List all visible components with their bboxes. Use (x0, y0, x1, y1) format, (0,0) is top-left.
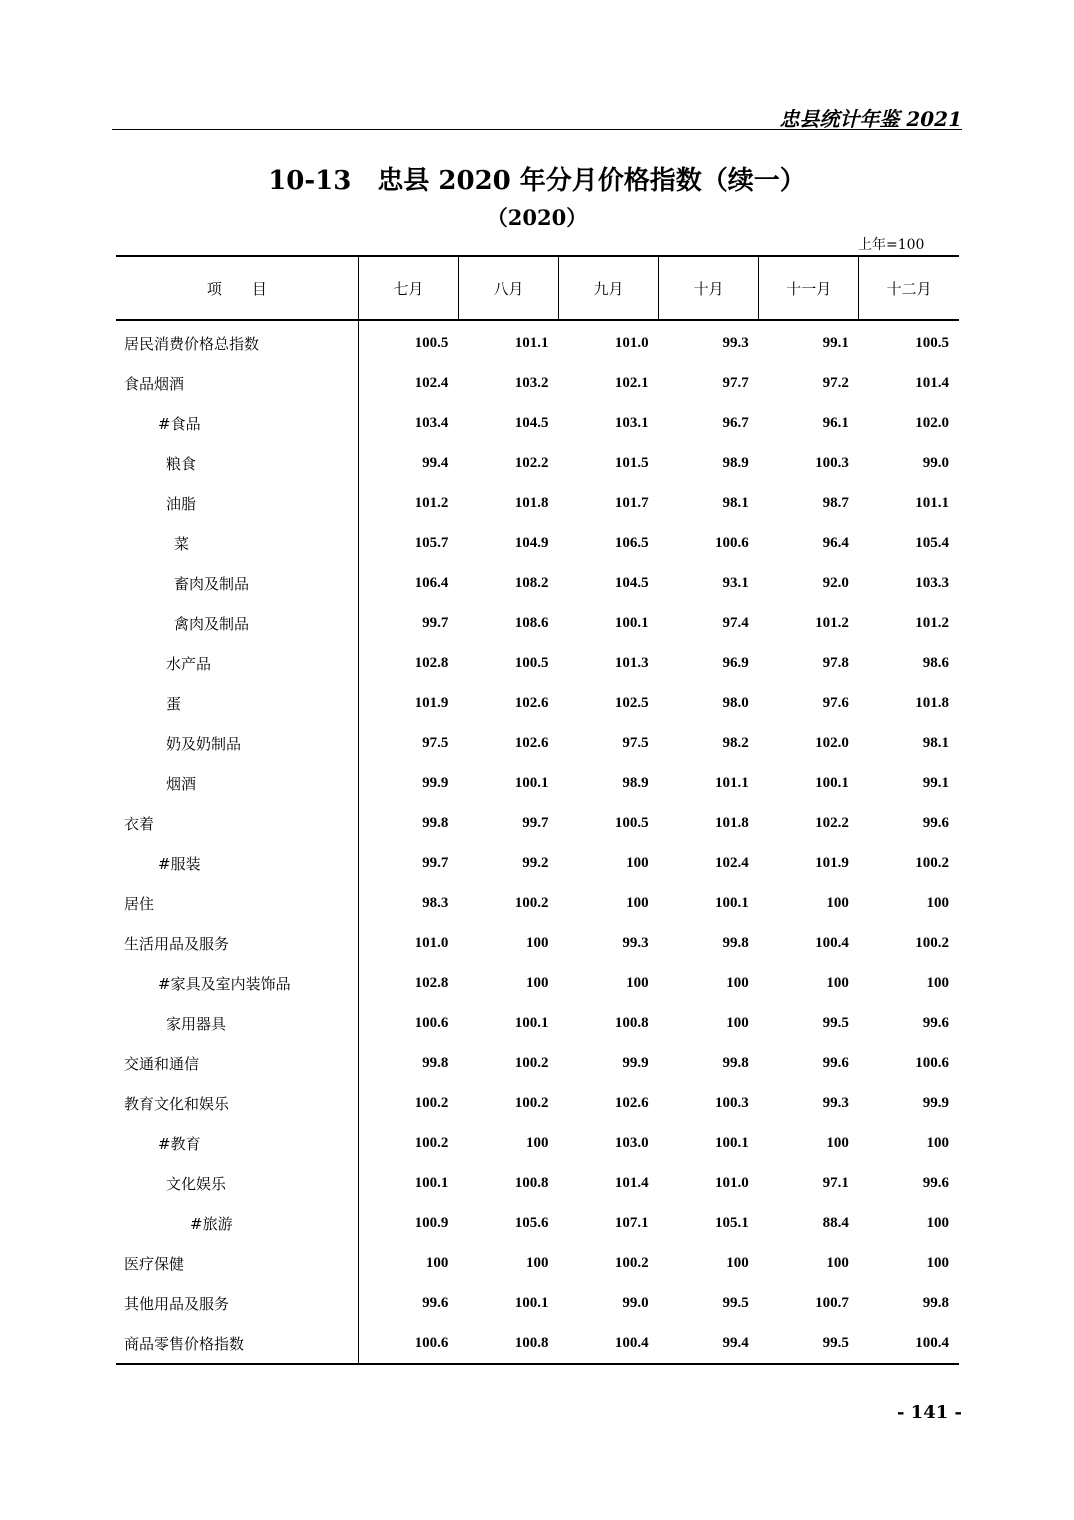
table-cell: 96.9 (722, 654, 749, 671)
table-cell: 96.7 (722, 414, 749, 431)
table-cell: 102.0 (815, 734, 849, 751)
table-cell: 101.4 (614, 1174, 649, 1191)
table-number: 10-13 (268, 166, 352, 196)
table-cell: 100.1 (614, 614, 649, 631)
table-cell: 102.1 (614, 374, 649, 391)
table-cell: 103.0 (614, 1134, 649, 1151)
table-cell: 101.2 (915, 614, 949, 631)
table-cell: 102.8 (414, 654, 449, 671)
table-row (116, 723, 959, 763)
row-label: 商品零售价格指数 (116, 1323, 358, 1364)
table-cell: 99.8 (722, 934, 749, 951)
table-cell: 99.5 (759, 1323, 859, 1364)
table-cell: 100 (526, 1134, 549, 1151)
table-cell: 100 (826, 894, 849, 911)
table-cell: 100.2 (514, 1094, 549, 1111)
table-cell: 107.1 (614, 1214, 649, 1231)
table-row (116, 320, 959, 363)
table-cell: 100.1 (514, 774, 549, 791)
table-cell: 100 (926, 1134, 949, 1151)
table-cell: 99.7 (522, 814, 549, 831)
table-cell: 99.3 (722, 334, 749, 351)
table-cell: 99.8 (722, 1054, 749, 1071)
table-cell: 100.1 (514, 1294, 549, 1311)
table-cell: 101.0 (414, 934, 449, 951)
table-cell: 99.4 (659, 1323, 759, 1364)
table-cell: 101.0 (614, 334, 649, 351)
table-cell: 101.2 (414, 494, 449, 511)
table-cell: 100.1 (514, 1014, 549, 1031)
table-cell: 100.6 (358, 1323, 458, 1364)
row-label: 水产品 (116, 643, 358, 683)
table-cell: 101.8 (714, 814, 749, 831)
table-row (116, 483, 959, 523)
table-cell: 98.3 (422, 894, 449, 911)
table-row (116, 883, 959, 923)
table-row (116, 763, 959, 803)
table-cell: 102.0 (915, 414, 949, 431)
table-row (116, 1323, 959, 1364)
table-cell: 99.1 (822, 334, 849, 351)
column-header-item: 项 目 (116, 256, 358, 320)
table-cell: 100 (926, 1254, 949, 1271)
table-cell: 99.8 (422, 1054, 449, 1071)
table-row (116, 363, 959, 403)
row-label: 医疗保健 (116, 1243, 358, 1283)
table-cell: 105.7 (414, 534, 449, 551)
unit-note: 上年=100 (858, 237, 925, 253)
table-row (116, 603, 959, 643)
table-cell: 100.4 (559, 1323, 659, 1364)
table-header-row (116, 256, 959, 320)
table-cell: 101.1 (514, 334, 549, 351)
table-cell: 99.6 (422, 1294, 449, 1311)
table-cell: 98.2 (722, 734, 749, 751)
row-label: #服装 (116, 843, 358, 883)
column-header-sep: 九月 (559, 256, 659, 320)
table-cell: 100.2 (614, 1254, 649, 1271)
column-header-nov: 十一月 (759, 256, 859, 320)
table-cell: 88.4 (822, 1214, 849, 1231)
table-cell: 98.1 (922, 734, 949, 751)
table-cell: 92.0 (822, 574, 849, 591)
table-cell: 101.9 (815, 854, 849, 871)
row-label: 烟酒 (116, 763, 358, 803)
table-cell: 99.5 (722, 1294, 749, 1311)
table-cell: 99.8 (922, 1294, 949, 1311)
row-label: #食品 (116, 403, 358, 443)
table-cell: 100.5 (514, 654, 549, 671)
table-cell: 100.2 (915, 854, 949, 871)
table-row (116, 1003, 959, 1043)
table-cell: 98.1 (722, 494, 749, 511)
table-cell: 97.8 (822, 654, 849, 671)
row-label: 其他用品及服务 (116, 1283, 358, 1323)
table-row (116, 1203, 959, 1243)
table-cell: 100.3 (714, 1094, 749, 1111)
table-cell: 99.7 (422, 614, 449, 631)
table-cell: 100 (626, 894, 649, 911)
table-row (116, 683, 959, 723)
table-cell: 99.0 (922, 454, 949, 471)
table-cell: 97.1 (822, 1174, 849, 1191)
table-cell: 100.5 (414, 334, 449, 351)
table-cell: 104.5 (614, 574, 649, 591)
table-cell: 98.6 (922, 654, 949, 671)
table-cell: 100 (726, 974, 749, 991)
page-number: - 141 - (896, 1402, 962, 1423)
table-row (116, 1243, 959, 1283)
table-cell: 103.1 (614, 414, 649, 431)
table-cell: 100.2 (915, 934, 949, 951)
table-cell: 106.4 (414, 574, 449, 591)
table-cell: 96.4 (822, 534, 849, 551)
table-cell: 102.6 (614, 1094, 649, 1111)
table-cell: 100 (926, 974, 949, 991)
table-cell: 101.5 (614, 454, 649, 471)
row-label: 禽肉及制品 (116, 603, 358, 643)
table-cell: 100.2 (514, 894, 549, 911)
table-cell: 99.4 (422, 454, 449, 471)
table-cell: 100.6 (714, 534, 749, 551)
row-label: 油脂 (116, 483, 358, 523)
table-cell: 93.1 (722, 574, 749, 591)
table-cell: 102.4 (414, 374, 449, 391)
row-label: 粮食 (116, 443, 358, 483)
table-row (116, 803, 959, 843)
table-subtitle: （2020） (486, 205, 588, 230)
table-cell: 100 (526, 974, 549, 991)
row-label: 畜肉及制品 (116, 563, 358, 603)
table-cell: 99.6 (922, 814, 949, 831)
table-cell: 101.2 (815, 614, 849, 631)
table-cell: 100 (626, 974, 649, 991)
table-cell: 100 (926, 894, 949, 911)
table-cell: 104.5 (514, 414, 549, 431)
table-cell: 101.8 (514, 494, 549, 511)
row-label: 教育文化和娱乐 (116, 1083, 358, 1123)
table-cell: 99.2 (522, 854, 549, 871)
row-label: #旅游 (116, 1203, 358, 1243)
table-title-text: 忠县 2020 年分月价格指数（续一） (377, 166, 806, 196)
table-cell: 100.2 (414, 1134, 449, 1151)
row-label: 衣着 (116, 803, 358, 843)
table-cell: 100.4 (859, 1323, 959, 1364)
table-cell: 102.5 (614, 694, 649, 711)
row-label: #家具及室内装饰品 (116, 963, 358, 1003)
table-cell: 106.5 (614, 534, 649, 551)
table-cell: 102.6 (514, 694, 549, 711)
column-header-oct: 十月 (659, 256, 759, 320)
table-cell: 100 (526, 934, 549, 951)
table-cell: 99.6 (922, 1174, 949, 1191)
table-cell: 99.3 (822, 1094, 849, 1111)
table-cell: 103.3 (915, 574, 949, 591)
table-cell: 100.3 (815, 454, 849, 471)
table-cell: 102.2 (815, 814, 849, 831)
row-label: 居住 (116, 883, 358, 923)
table-cell: 100 (526, 1254, 549, 1271)
table-cell: 102.2 (514, 454, 549, 471)
table-cell: 98.7 (822, 494, 849, 511)
table-row (116, 443, 959, 483)
table-cell: 99.9 (422, 774, 449, 791)
column-header-aug: 八月 (458, 256, 558, 320)
table-cell: 101.8 (915, 694, 949, 711)
table-cell: 100.2 (414, 1094, 449, 1111)
table-cell: 96.1 (822, 414, 849, 431)
table-cell: 101.7 (614, 494, 649, 511)
table-cell: 99.9 (922, 1094, 949, 1111)
table-body (116, 320, 959, 1364)
table-cell: 101.3 (614, 654, 649, 671)
table-row (116, 1083, 959, 1123)
table-cell: 100.9 (414, 1214, 449, 1231)
table-row (116, 1163, 959, 1203)
row-label: 居民消费价格总指数 (116, 320, 358, 363)
table-cell: 100.1 (815, 774, 849, 791)
table-cell: 97.7 (722, 374, 749, 391)
table-row (116, 1283, 959, 1323)
table-cell: 100 (425, 1254, 449, 1271)
table-cell: 103.2 (514, 374, 549, 391)
table-cell: 103.4 (414, 414, 449, 431)
table-row (116, 643, 959, 683)
row-label: #教育 (116, 1123, 358, 1163)
table-cell: 105.1 (714, 1214, 749, 1231)
table-cell: 100.1 (714, 894, 749, 911)
table-cell: 100 (626, 854, 649, 871)
table-cell: 99.8 (422, 814, 449, 831)
table-cell: 100.6 (915, 1054, 949, 1071)
table-cell: 100.8 (458, 1323, 558, 1364)
yearbook-title: 忠县统计年鉴 2021 (779, 107, 962, 131)
table-cell: 100 (826, 1134, 849, 1151)
table-cell: 105.4 (915, 534, 949, 551)
table-cell: 97.5 (422, 734, 449, 751)
table-cell: 99.9 (622, 1054, 649, 1071)
table-cell: 99.0 (622, 1294, 649, 1311)
table-cell: 104.9 (514, 534, 549, 551)
table-cell: 102.4 (714, 854, 749, 871)
table-cell: 102.8 (414, 974, 449, 991)
table-cell: 100.4 (815, 934, 849, 951)
table-cell: 99.3 (622, 934, 649, 951)
table-cell: 101.1 (915, 494, 949, 511)
table-cell: 108.6 (514, 614, 549, 631)
table-cell: 100 (726, 1014, 749, 1031)
table-cell: 100.8 (614, 1014, 649, 1031)
row-label: 交通和通信 (116, 1043, 358, 1083)
table-cell: 100.8 (514, 1174, 549, 1191)
table-row (116, 523, 959, 563)
table-cell: 99.1 (922, 774, 949, 791)
table-cell: 100 (726, 1254, 749, 1271)
table-cell: 101.1 (714, 774, 749, 791)
table-cell: 98.9 (622, 774, 649, 791)
column-header-jul: 七月 (358, 256, 458, 320)
table-cell: 98.9 (722, 454, 749, 471)
table-row (116, 403, 959, 443)
table-cell: 100 (926, 1214, 949, 1231)
table-cell: 100.1 (714, 1134, 749, 1151)
table-cell: 97.4 (722, 614, 749, 631)
table-cell: 97.5 (622, 734, 649, 751)
table-cell: 98.0 (722, 694, 749, 711)
column-header-dec: 十二月 (859, 256, 959, 320)
table-cell: 101.0 (714, 1174, 749, 1191)
table-cell: 97.2 (822, 374, 849, 391)
row-label: 蛋 (116, 683, 358, 723)
table-cell: 100 (826, 1254, 849, 1271)
table-row (116, 1043, 959, 1083)
table-row (116, 923, 959, 963)
table-row (116, 563, 959, 603)
header-rule (112, 129, 962, 130)
table-cell: 108.2 (514, 574, 549, 591)
table-cell: 100.2 (514, 1054, 549, 1071)
table-cell: 100 (826, 974, 849, 991)
table-cell: 100.5 (614, 814, 649, 831)
table-row (116, 1123, 959, 1163)
row-label: 生活用品及服务 (116, 923, 358, 963)
table-cell: 100.1 (414, 1174, 449, 1191)
row-label: 文化娱乐 (116, 1163, 358, 1203)
table-cell: 102.6 (514, 734, 549, 751)
table-cell: 97.6 (822, 694, 849, 711)
row-label: 奶及奶制品 (116, 723, 358, 763)
row-label: 食品烟酒 (116, 363, 358, 403)
table-cell: 99.6 (822, 1054, 849, 1071)
table-cell: 99.5 (822, 1014, 849, 1031)
table-cell: 99.6 (922, 1014, 949, 1031)
table-cell: 100.7 (815, 1294, 849, 1311)
table-cell: 101.4 (915, 374, 949, 391)
table-cell: 99.7 (422, 854, 449, 871)
table-row (116, 963, 959, 1003)
row-label: 菜 (116, 523, 358, 563)
table-cell: 100.6 (414, 1014, 449, 1031)
page-title (0, 160, 1074, 197)
table-cell: 100.5 (915, 334, 949, 351)
table-cell: 101.9 (414, 694, 449, 711)
price-index-table (116, 255, 959, 1365)
table-row (116, 843, 959, 883)
row-label: 家用器具 (116, 1003, 358, 1043)
table-cell: 105.6 (514, 1214, 549, 1231)
